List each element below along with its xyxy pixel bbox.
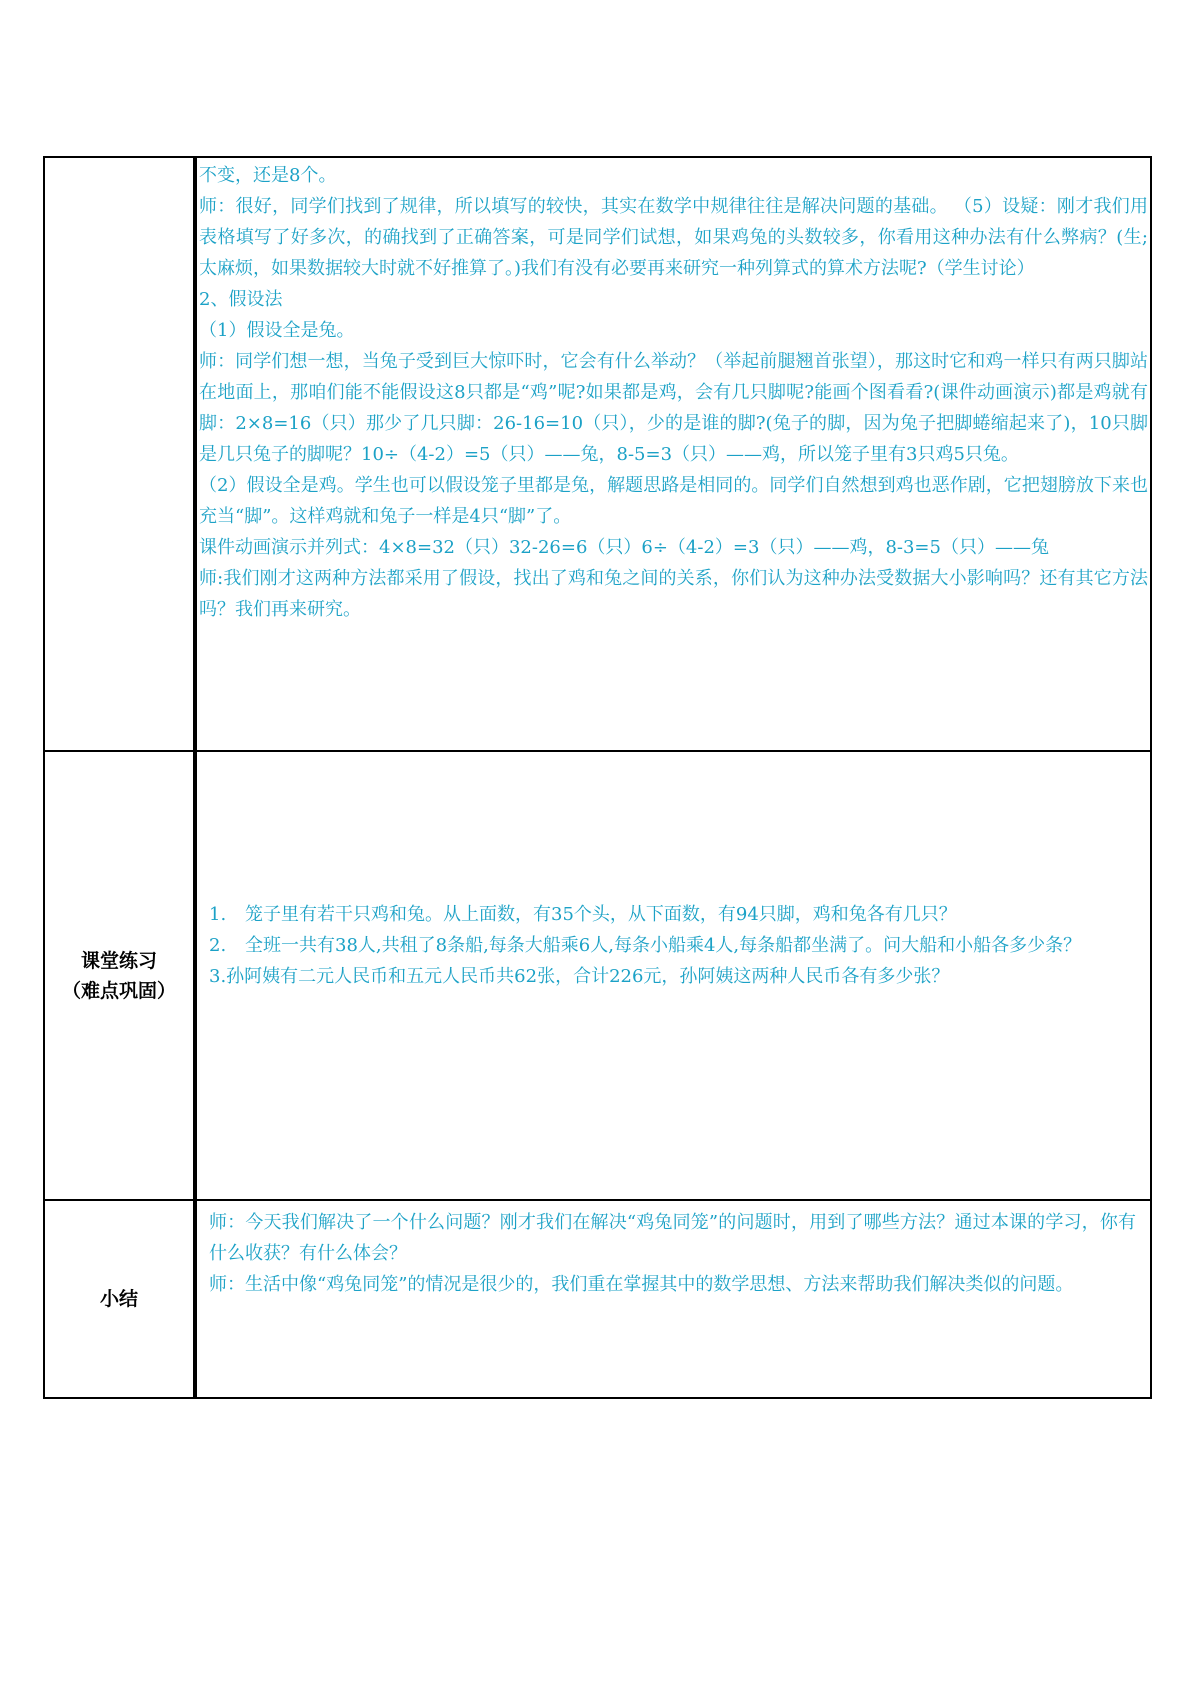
paragraph: 不变，还是8个。 — [199, 165, 337, 186]
table-row-practice — [44, 751, 1151, 1200]
table-row-teaching-process — [44, 157, 1151, 751]
item-number: 2. — [209, 935, 227, 956]
row-label-summary: 小结 — [44, 1200, 195, 1398]
teaching-process-cell — [195, 157, 1151, 751]
item-text: 全班一共有38人,共租了8条船,每条大船乘6人,每条小船乘4人,每条船都坐满了。问大船和小船各多少条？ — [245, 935, 1082, 956]
practice-cell — [195, 751, 1151, 1200]
section-heading: 2、假设法 — [199, 289, 283, 310]
list-item — [209, 899, 1132, 930]
label-line-2: （难点巩固） — [61, 979, 176, 1002]
paragraph: 课件动画演示并列式：4×8=32（只）32-26=6（只）6÷（4-2）=3（只）——鸡，8-3=5（只）——兔 — [199, 537, 1049, 558]
paragraph: 师:我们刚才这两种方法都采用了假设，找出了鸡和兔之间的关系，你们认为这种办法受数据大小影响吗？还有其它方法吗？我们再来研究。 — [199, 568, 1148, 620]
paragraph: 师：很好，同学们找到了规律，所以填写的较快，其实在数学中规律往往是解决问题的基础。 （5）设疑：刚才我们用表格填写了好多次，的确找到了正确答案，可是同学们试想，如果鸡兔的头数较多，你看用这种办法有什么弊病？(生;太麻烦，如果数据较大时就不好推算了。)我们有没有必要再来研究一种列算式的算术方法呢?（学生讨论） — [199, 196, 1148, 279]
paragraph: 师：今天我们解决了一个什么问题？刚才我们在解决“鸡兔同笼”的问题时，用到了哪些方法？通过本课的学习，你有什么收获？有什么体会？ — [209, 1212, 1136, 1264]
table-row-summary — [44, 1200, 1151, 1398]
label-line-1: 课堂练习 — [80, 949, 157, 972]
summary-cell — [195, 1200, 1151, 1398]
practice-list — [197, 899, 1150, 1052]
row-label-empty — [44, 157, 195, 751]
item-text: 笼子里有若干只鸡和兔。从上面数，有35个头，从下面数，有94只脚，鸡和兔各有几只？ — [245, 904, 957, 925]
paragraph: 师：同学们想一想，当兔子受到巨大惊吓时，它会有什么举动？（举起前腿翘首张望），那这时它和鸡一样只有两只脚站在地面上，那咱们能不能假设这8只都是“鸡”呢?如果都是鸡，会有几只脚呢?能画个图看看?(课件动画演示)都是鸡就有脚：2×8=16（只）那少了几只脚：26-16=10（只），少的是谁的脚?(兔子的脚，因为兔子把脚蜷缩起来了)，10只脚是几只兔子的脚呢？10÷（4-2）=5（只）——兔，8-5=3（只）——鸡，所以笼子里有3只鸡5只兔。 — [199, 351, 1148, 465]
list-item: 3.孙阿姨有二元人民币和五元人民币共62张，合计226元，孙阿姨这两种人民币各有多少张？ — [209, 966, 950, 987]
row-label-practice — [44, 751, 195, 1200]
paragraph: 师：生活中像“鸡兔同笼”的情况是很少的，我们重在掌握其中的数学思想、方法来帮助我们解决类似的问题。 — [209, 1274, 1074, 1295]
paragraph: （2）假设全是鸡。学生也可以假设笼子里都是兔，解题思路是相同的。同学们自然想到鸡也恶作剧，它把翅膀放下来也充当“脚”。这样鸡就和兔子一样是4只“脚”了。 — [199, 475, 1148, 527]
item-number: 1. — [209, 904, 227, 925]
lesson-plan-table — [43, 156, 1152, 1399]
summary-text — [197, 1201, 1150, 1300]
teaching-process-text — [197, 158, 1150, 625]
list-item — [209, 930, 1132, 961]
sub-heading: （1）假设全是兔。 — [199, 320, 355, 341]
